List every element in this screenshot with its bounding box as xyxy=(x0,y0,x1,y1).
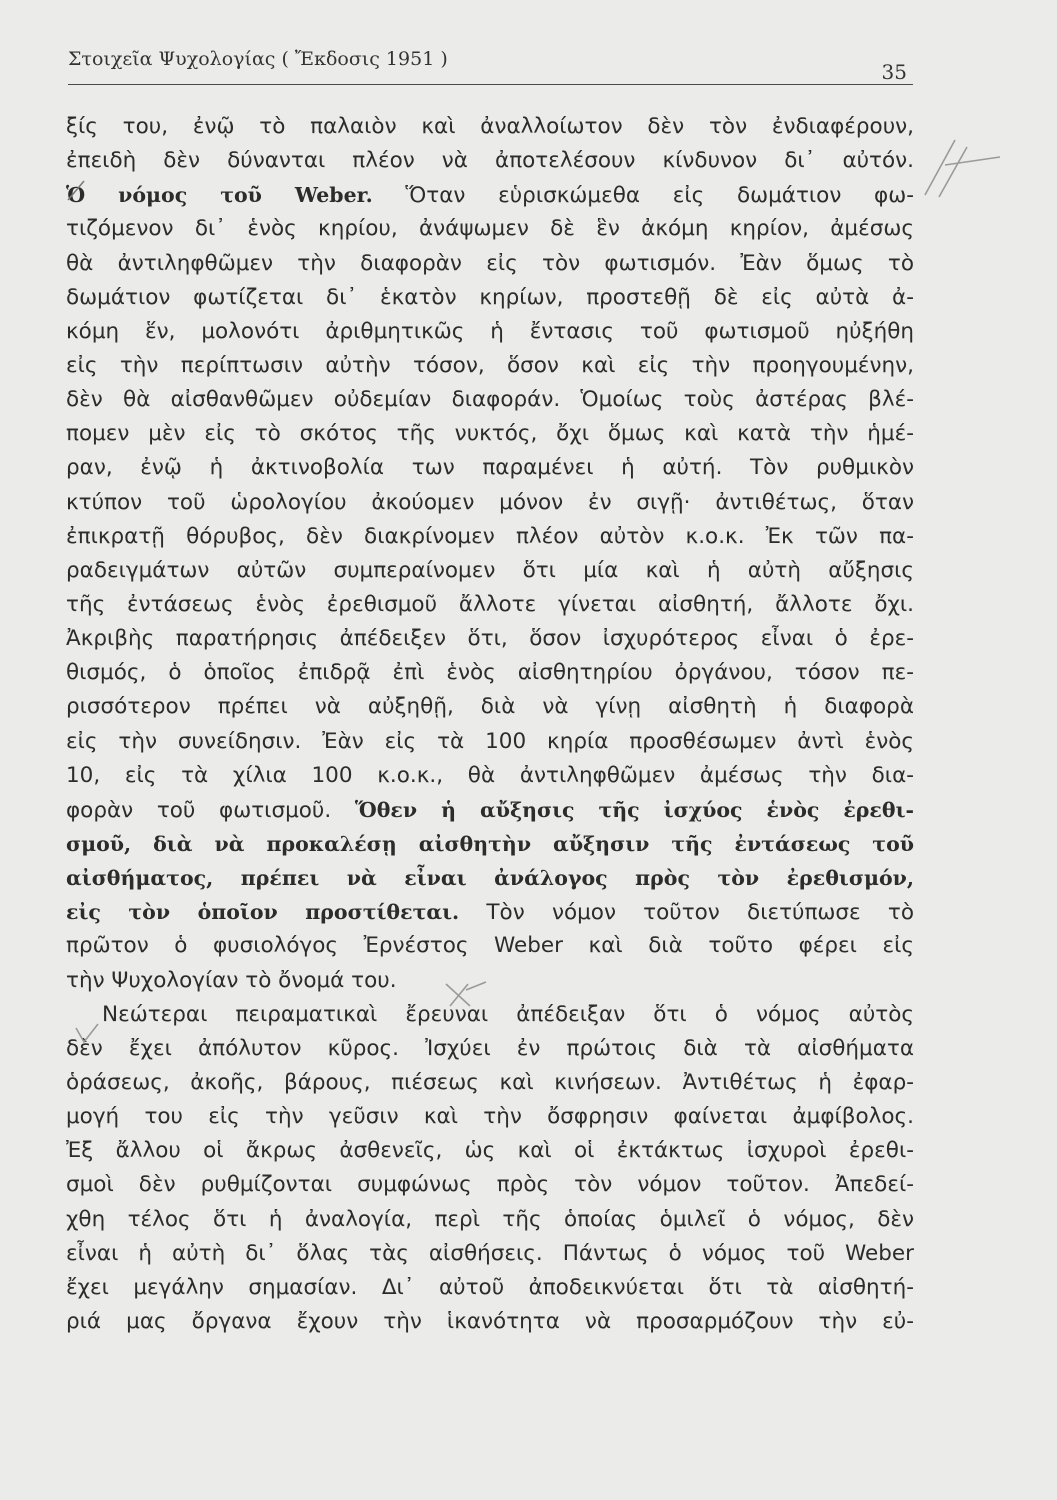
text-line: ἐπειδὴ δὲν δύνανται πλέον νὰ ἀποτελέσουν κίνδυνον δι᾽ αὐτόν. xyxy=(66,148,914,174)
text-line: πρῶτον ὁ φυσιολόγος Ἐρνέστος Weber καὶ διὰ τοῦτο φέρει εἰς xyxy=(66,933,914,959)
text-line: ρισσότερον πρέπει νὰ αὐξηθῇ, διὰ νὰ γίνῃ αἰσθητὴ ἡ διαφορὰ xyxy=(66,694,914,720)
text-line: ραν, ἐνῷ ἡ ἀκτινοβολία των παραμένει ἡ αὐτή. Τὸν ρυθμικὸν xyxy=(66,455,914,481)
text-line: κόμη ἕν, μολονότι ἀριθμητικῶς ἡ ἔντασις τοῦ φωτισμοῦ ηὐξήθη xyxy=(66,318,914,344)
text-line: Ἀκριβὴς παρατήρησις ἀπέδειξεν ὅτι, ὅσον ἰσχυρότερος εἶναι ὁ ἐρε- xyxy=(66,626,914,652)
text-line: ὁράσεως, ἀκοῆς, βάρους, πιέσεως καὶ κινήσεων. Ἀντιθέτως ἡ ἐφαρ- xyxy=(66,1069,914,1095)
body-text xyxy=(66,110,914,1339)
text-line: δωμάτιον φωτίζεται δι᾽ ἑκατὸν κηρίων, προστεθῇ δὲ εἰς αὐτὰ ἀ- xyxy=(66,284,914,310)
regular-text: Ὅταν εὑρισκώμεθα εἰς δωμάτιον φω- xyxy=(372,183,914,209)
regular-text: Τὸν νόμον τοῦτον διετύπωσε τὸ xyxy=(459,900,914,926)
bold-text: Ὅθεν ἡ αὔξησις τῆς ἰσχύος ἑνὸς ἐρεθι- xyxy=(354,797,914,822)
section-heading-line xyxy=(66,178,914,212)
text-line: θισμός, ὁ ὁποῖος ἐπιδρᾷ ἐπὶ ἑνὸς αἰσθητηρίου ὀργάνου, τόσον πε- xyxy=(66,660,914,686)
text-line: θὰ ἀντιληφθῶμεν τὴν διαφορὰν εἰς τὸν φωτισμόν. Ἐὰν ὅμως τὸ xyxy=(66,250,914,276)
text-line: 10, εἰς τὰ χίλια 100 κ.ο.κ., θὰ ἀντιληφθῶμεν ἀμέσως τὴν δια- xyxy=(66,762,914,788)
text-line: εἰς τὴν περίπτωσιν αὐτὴν τόσον, ὅσον καὶ εἰς τὴν προηγουμένην, xyxy=(66,352,914,378)
law-statement-line xyxy=(66,895,914,929)
law-statement-line: σμοῦ, διὰ νὰ προκαλέσῃ αἰσθητὴν αὔξησιν τῆς ἐντάσεως τοῦ xyxy=(66,831,914,856)
text-line: ἔχει μεγάλην σημασίαν. Δι᾽ αὐτοῦ ἀποδεικνύεται ὅτι τὰ αἰσθητή- xyxy=(66,1274,914,1300)
text-line: σμοὶ δὲν ρυθμίζονται συμφώνως πρὸς τὸν νόμον τοῦτον. Ἀπεδεί- xyxy=(66,1172,914,1198)
text-line: τιζόμενον δι᾽ ἑνὸς κηρίου, ἀνάψωμεν δὲ ἓν ἀκόμη κηρίον, ἀμέσως xyxy=(66,216,914,242)
paragraph-start-line: Νεώτεραι πειραματικαὶ ἔρευναι ἀπέδειξαν ὅτι ὁ νόμος αὐτὸς xyxy=(102,1001,914,1027)
text-line: ριά μας ὄργανα ἔχουν τὴν ἱκανότητα νὰ προσαρμόζουν τὴν εὐ- xyxy=(66,1308,914,1334)
regular-text: φορὰν τοῦ φωτισμοῦ. xyxy=(66,797,355,823)
text-line: ξίς του, ἐνῷ τὸ παλαιὸν καὶ ἀναλλοίωτον δὲν τὸν ἐνδιαφέρουν, xyxy=(66,114,914,139)
page-number: 35 xyxy=(881,60,907,84)
bold-text: εἰς τὸν ὁποῖον προστίθεται. xyxy=(66,900,460,925)
margin-pencil-mark xyxy=(915,135,1005,205)
law-statement-line: αἰσθήματος, πρέπει νὰ εἶναι ἀνάλογος πρὸς τὸν ἐρεθισμόν, xyxy=(66,866,914,891)
law-statement-line xyxy=(66,793,914,827)
bold-text: Ὁ νόμος τοῦ Weber. xyxy=(66,183,373,208)
text-line: ραδειγμάτων αὐτῶν συμπεραίνομεν ὅτι μία καὶ ἡ αὐτὴ αὔξησις xyxy=(66,557,914,583)
text-line: χθη τέλος ὅτι ἡ ἀναλογία, περὶ τῆς ὁποίας ὁμιλεῖ ὁ νόμος, δὲν xyxy=(66,1206,914,1232)
text-line: κτύπον τοῦ ὡρολογίου ἀκούομεν μόνον ἐν σιγῇ· ἀντιθέτως, ὅταν xyxy=(66,489,914,515)
text-line: δὲν θὰ αἰσθανθῶμεν οὐδεμίαν διαφοράν. Ὁμοίως τοὺς ἀστέρας βλέ- xyxy=(66,387,914,413)
running-header xyxy=(68,44,913,85)
book-title: Στοιχεῖα Ψυχολογίας ( Ἔκδοσις 1951 ) xyxy=(68,48,448,70)
text-line: εἶναι ἡ αὐτὴ δι᾽ ὅλας τὰς αἰσθήσεις. Πάντως ὁ νόμος τοῦ Weber xyxy=(66,1240,914,1266)
text-line: Ἐξ ἄλλου οἱ ἄκρως ἀσθενεῖς, ὡς καὶ οἱ ἐκτάκτως ἰσχυροὶ ἐρεθι- xyxy=(66,1138,914,1164)
text-line: τῆς ἐντάσεως ἑνὸς ἐρεθισμοῦ ἄλλοτε γίνεται αἰσθητή, ἄλλοτε ὄχι. xyxy=(66,591,914,617)
text-line: ἐπικρατῇ θόρυβος, δὲν διακρίνομεν πλέον αὐτὸν κ.ο.κ. Ἐκ τῶν πα- xyxy=(66,523,914,549)
text-line: τὴν Ψυχολογίαν τὸ ὄνομά του. xyxy=(66,967,397,993)
text-line: εἰς τὴν συνείδησιν. Ἐὰν εἰς τὰ 100 κηρία προσθέσωμεν ἀντὶ ἑνὸς xyxy=(66,728,914,754)
text-line: πομεν μὲν εἰς τὸ σκότος τῆς νυκτός, ὄχι ὅμως καὶ κατὰ τὴν ἡμέ- xyxy=(66,421,914,447)
text-line: δὲν ἔχει ἀπόλυτον κῦρος. Ἰσχύει ἐν πρώτοις διὰ τὰ αἰσθήματα xyxy=(66,1035,914,1061)
text-line: μογή του εἰς τὴν γεῦσιν καὶ τὴν ὄσφρησιν φαίνεται ἀμφίβολος. xyxy=(66,1104,914,1130)
